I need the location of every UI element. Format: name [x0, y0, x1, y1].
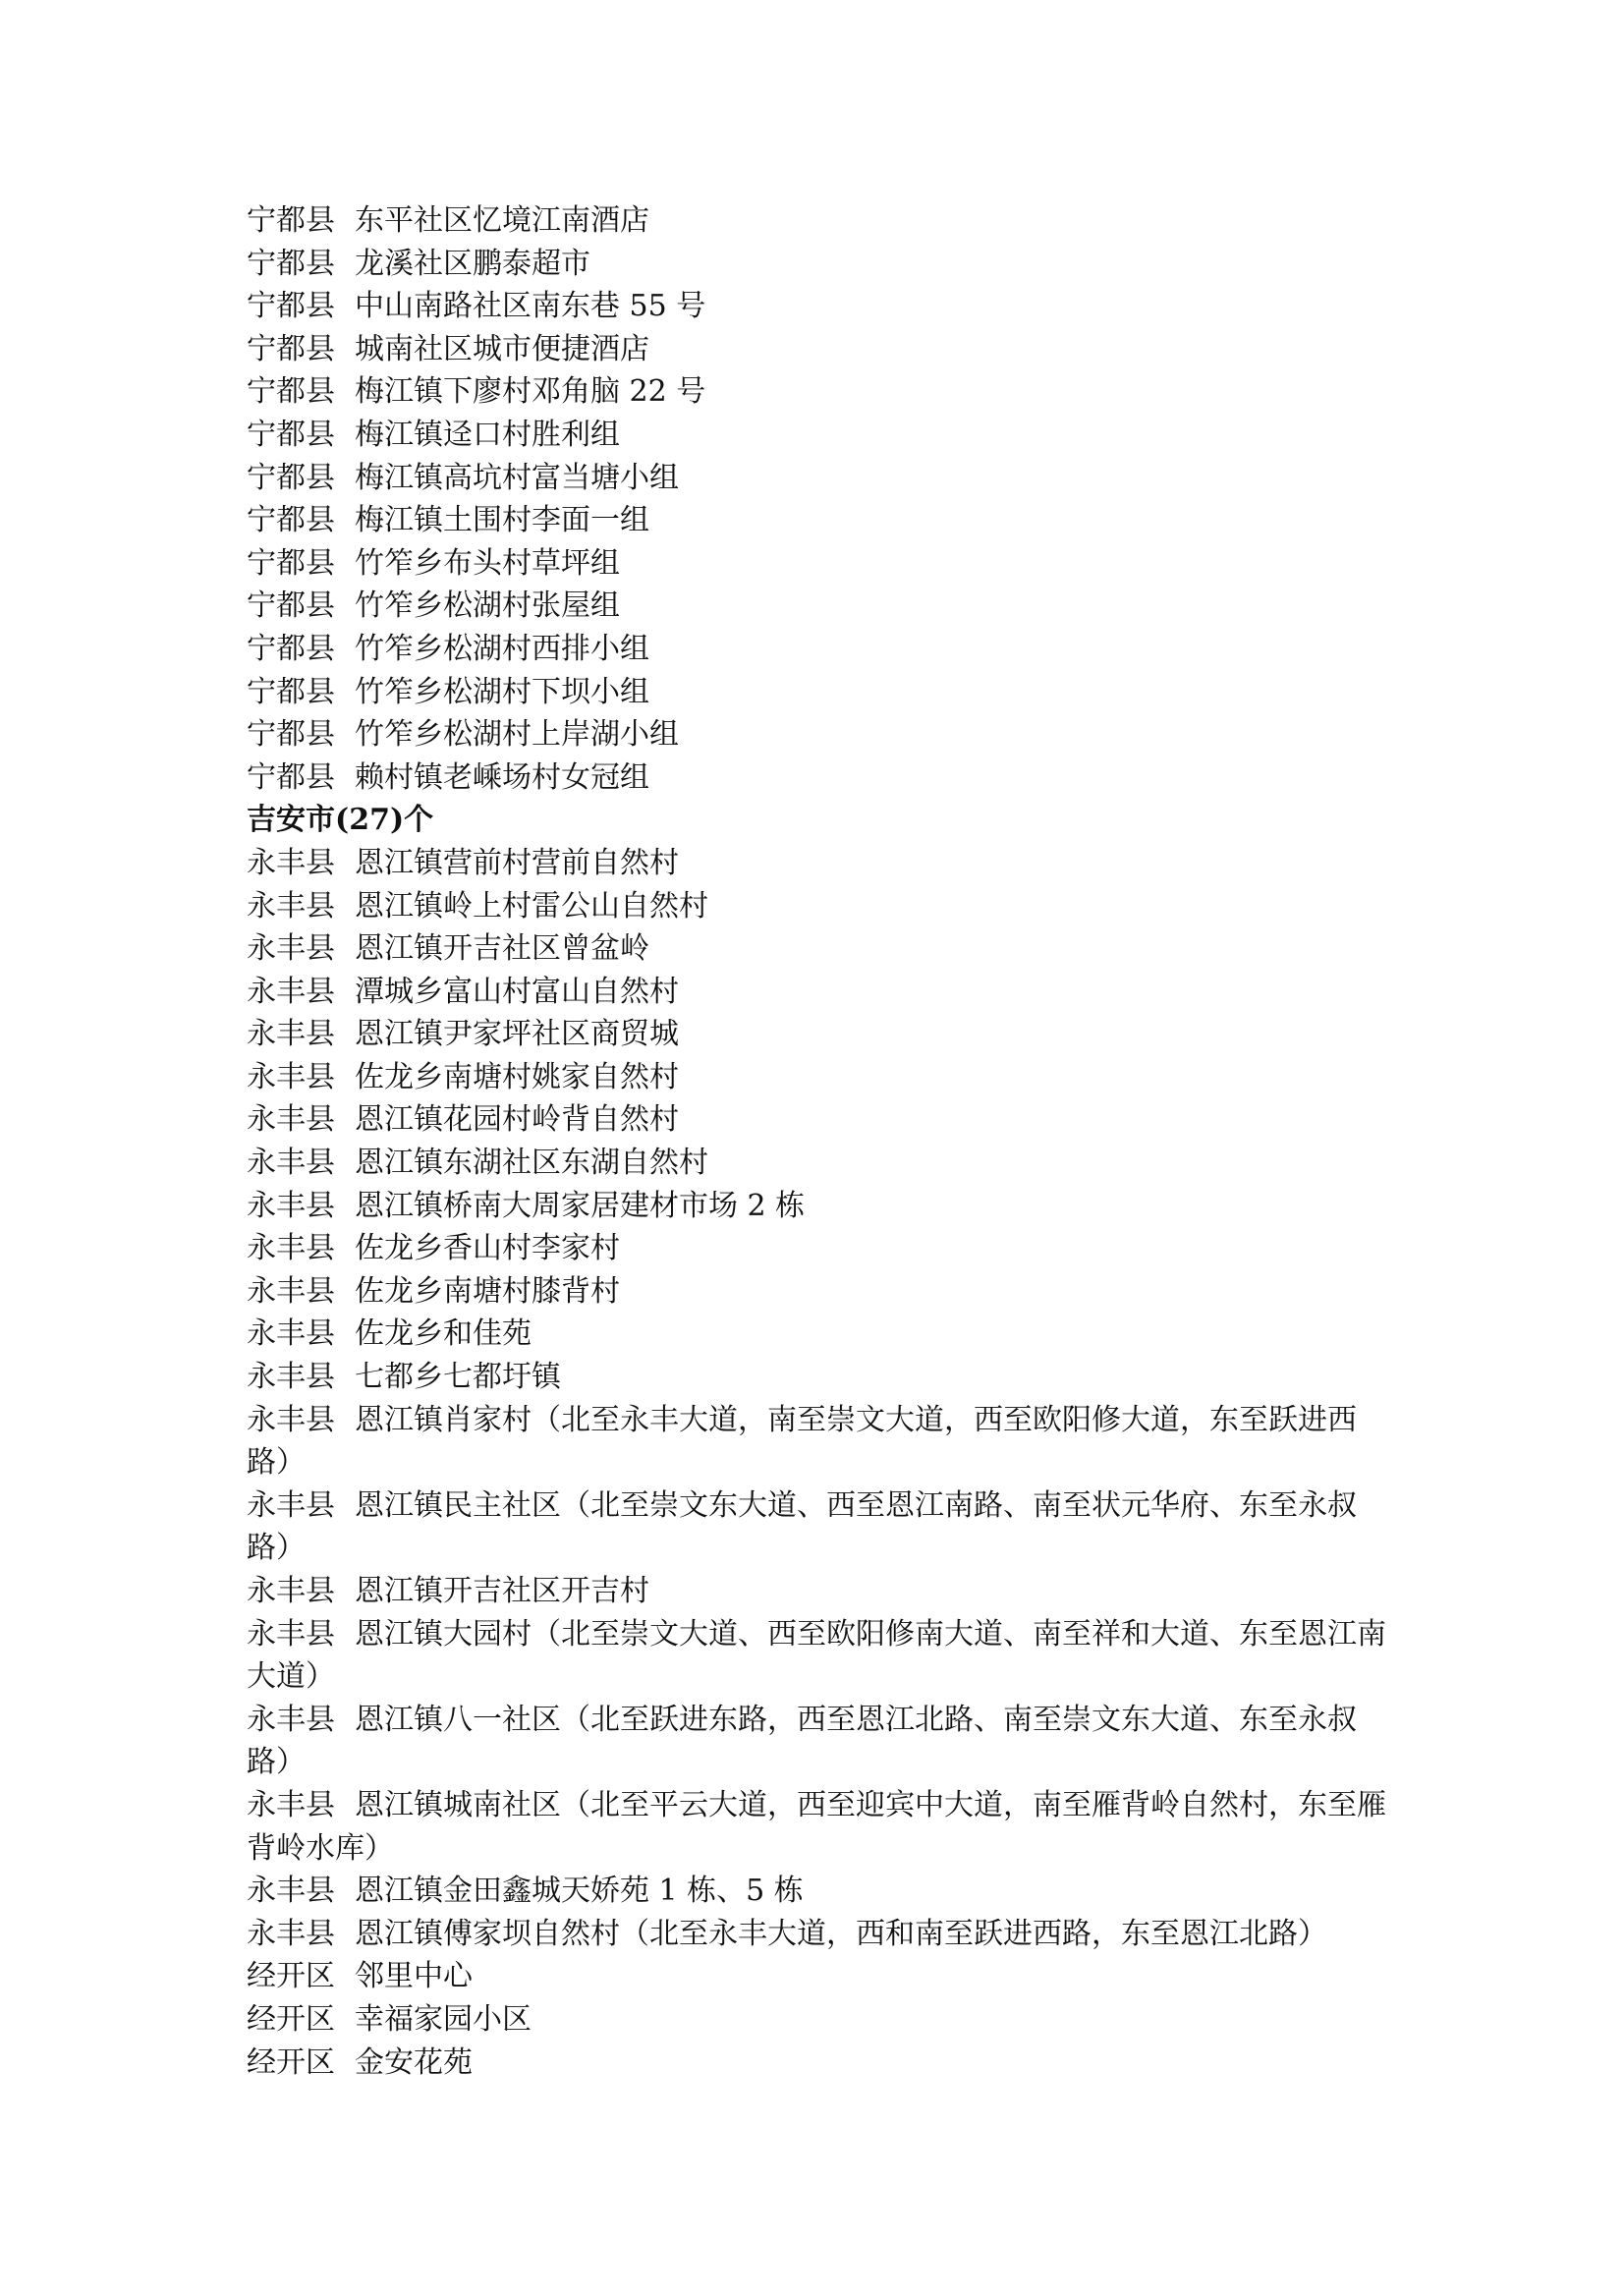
list-item: 永丰县 七都乡七都圩镇: [247, 1360, 561, 1395]
list-item: 永丰县 恩江镇花园村岭背自然村: [247, 1102, 679, 1138]
list-item: 永丰县 恩江镇城南社区（北至平云大道，西至迎宾中大道，南至雁背岭自然村，东至雁背岭水库）: [247, 1787, 1386, 1866]
list-item: 永丰县 佐龙乡南塘村姚家自然村: [247, 1059, 679, 1094]
list-item: 宁都县 梅江镇下廖村邓角脑 22 号: [247, 374, 706, 410]
list-item: 宁都县 竹笮乡松湖村西排小组: [247, 631, 649, 666]
document-body: [247, 199, 1396, 2084]
list-item: 宁都县 梅江镇土围村李面一组: [247, 503, 649, 538]
list-item: 宁都县 竹笮乡松湖村下坝小组: [247, 674, 649, 709]
list-item: 永丰县 恩江镇开吉社区开吉村: [247, 1574, 649, 1608]
list-item: 永丰县 恩江镇东湖社区东湖自然村: [247, 1146, 708, 1181]
list-item: 永丰县 恩江镇桥南大周家居建材市场 2 栋: [247, 1188, 806, 1223]
list-item: 永丰县 恩江镇开吉社区曾盆岭: [247, 931, 649, 967]
list-item: 宁都县 竹笮乡布头村草坪组: [247, 545, 620, 581]
list-item: 宁都县 梅江镇迳口村胜利组: [247, 417, 620, 452]
jian-list: [247, 842, 1396, 2084]
list-item: 宁都县 东平社区忆境江南酒店: [247, 203, 649, 238]
list-item: 经开区 邻里中心: [247, 1959, 473, 1994]
list-item: 永丰县 潭城乡富山村富山自然村: [247, 974, 679, 1009]
list-item: 宁都县 竹笮乡松湖村上岸湖小组: [247, 717, 679, 753]
list-item: 宁都县 竹笮乡松湖村张屋组: [247, 588, 620, 624]
list-item: 永丰县 恩江镇肖家村（北至永丰大道，南至崇文大道，西至欧阳修大道，东至跃进西路）: [247, 1402, 1357, 1481]
list-item: 永丰县 恩江镇营前村营前自然村: [247, 845, 679, 880]
list-item: 宁都县 中山南路社区南东巷 55 号: [247, 289, 706, 324]
list-item: 永丰县 恩江镇金田鑫城天娇苑 1 栋、5 栋: [247, 1874, 804, 1909]
list-item: 宁都县 赖村镇老嵊场村女冠组: [247, 759, 649, 795]
list-item: 经开区 金安花苑: [247, 2044, 473, 2080]
section-heading: 吉安市(27)个: [247, 803, 434, 838]
list-item: 永丰县 恩江镇傅家坝自然村（北至永丰大道，西和南至跃进西路，东至恩江北路）: [247, 1916, 1327, 1951]
list-item: 永丰县 佐龙乡香山村李家村: [247, 1231, 620, 1266]
list-item: 永丰县 恩江镇大园村（北至崇文大道、西至欧阳修南大道、南至祥和大道、东至恩江南大道）: [247, 1616, 1386, 1695]
list-item: 宁都县 龙溪社区鹏泰超市: [247, 246, 590, 281]
list-item: 永丰县 恩江镇尹家坪社区商贸城: [247, 1017, 679, 1052]
list-item: 宁都县 城南社区城市便捷酒店: [247, 331, 649, 366]
ganzhou-list: [247, 199, 1396, 799]
list-item: 永丰县 恩江镇八一社区（北至跃进东路，西至恩江北路、南至崇文东大道、东至永叔路）: [247, 1702, 1357, 1780]
list-item: 宁都县 梅江镇高坑村富当塘小组: [247, 460, 679, 495]
list-item: 永丰县 佐龙乡南塘村膝背村: [247, 1273, 620, 1309]
list-item: 永丰县 佐龙乡和佳苑: [247, 1316, 532, 1352]
list-item: 经开区 幸福家园小区: [247, 2001, 532, 2037]
list-item: 永丰县 恩江镇岭上村雷公山自然村: [247, 888, 708, 924]
list-item: 永丰县 恩江镇民主社区（北至崇文东大道、西至恩江南路、南至状元华府、东至永叔路）: [247, 1487, 1357, 1566]
